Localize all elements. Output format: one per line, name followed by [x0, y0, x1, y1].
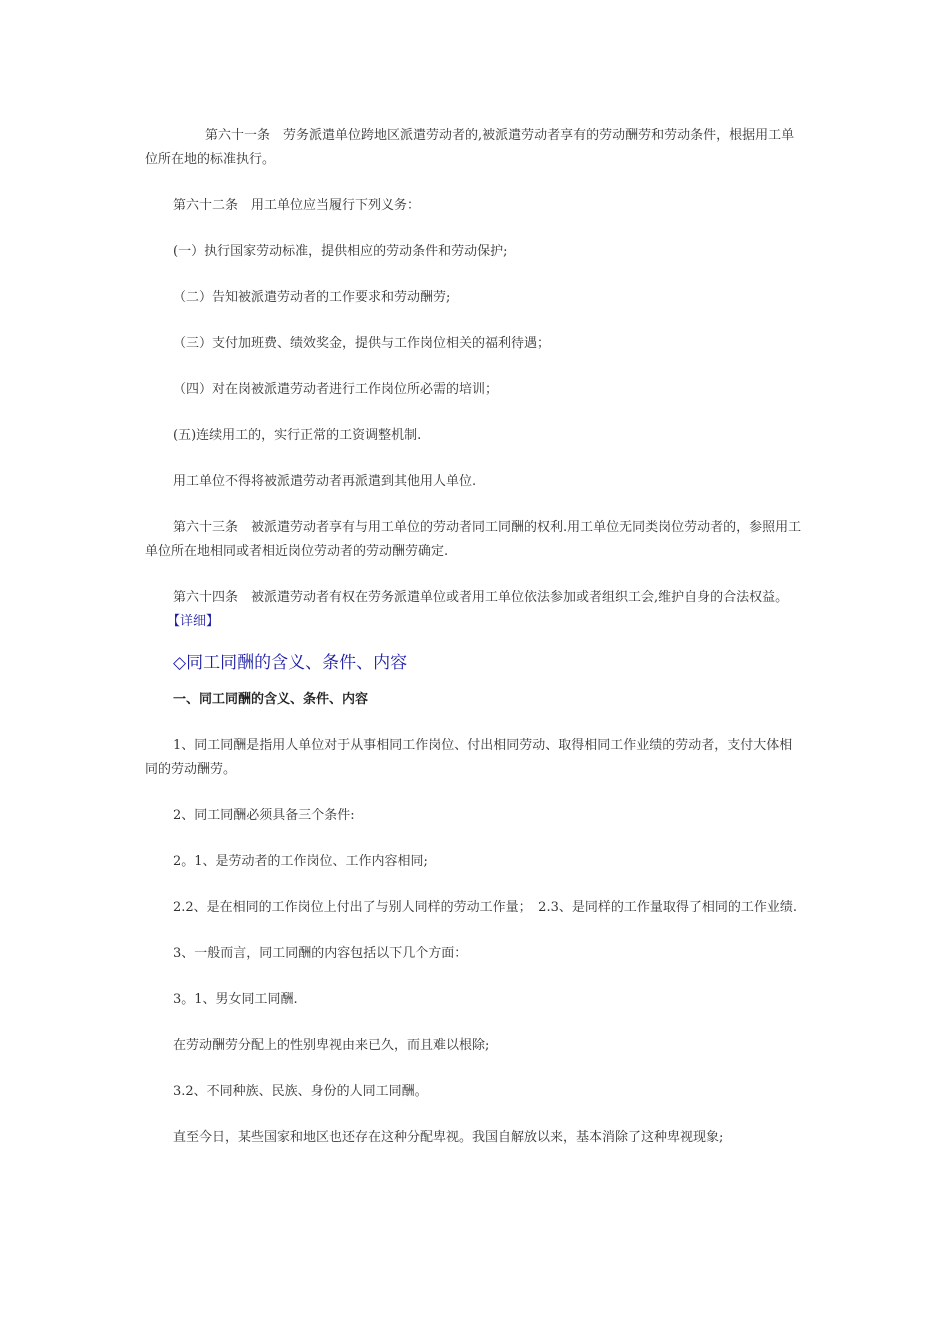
- no-redispatch-clause: 用工单位不得将被派遣劳动者再派遣到其他用人单位.: [173, 474, 477, 489]
- duty-item-2: （二）告知被派遣劳动者的工作要求和劳动酬劳;: [173, 290, 451, 305]
- condition-2-1: 2。1、是劳动者的工作岗位、工作内容相同;: [173, 854, 428, 869]
- detail-link[interactable]: 【详细】: [167, 614, 220, 629]
- article-62: 第六十二条 用工单位应当履行下列义务：: [173, 198, 421, 213]
- duty-item-4: （四）对在岗被派遣劳动者进行工作岗位所必需的培训；: [173, 382, 499, 397]
- sub-heading: 一、同工同酬的含义、条件、内容: [173, 692, 369, 707]
- article-64-text: 第六十四条 被派遣劳动者有权在劳务派遣单位或者用工单位依法参加或者组织工会,维护自身的合法权益。: [173, 590, 789, 605]
- content-3-2: 3.2、不同种族、民族、身份的人同工同酬。: [173, 1084, 428, 1099]
- definition-paragraph: 1、同工同酬是指用人单位对于从事相同工作岗位、付出相同劳动、取得相同工作业绩的劳动者，支付大体相同的劳动酬劳。: [145, 738, 793, 777]
- content-intro: 3、一般而言，同工同酬的内容包括以下几个方面：: [173, 946, 468, 961]
- discrimination-history-text: 直至今日，某些国家和地区也还存在这种分配卑视。我国自解放以来，基本消除了这种卑视现象;: [173, 1130, 724, 1145]
- conditions-intro: 2、同工同酬必须具备三个条件:: [173, 808, 355, 823]
- article-63: 第六十三条 被派遣劳动者享有与用工单位的劳动者同工同酬的权利.用工单位无同类岗位劳动者的，参照用工单位所在地相同或者相近岗位劳动者的劳动酬劳确定.: [145, 520, 802, 559]
- duty-item-3: （三）支付加班费、绩效奖金，提供与工作岗位相关的福利待遇；: [173, 336, 551, 351]
- duty-item-1: (一）执行国家劳动标准，提供相应的劳动条件和劳动保护;: [173, 244, 508, 259]
- section-heading: ◇同工同酬的含义、条件、内容: [173, 653, 408, 673]
- article-64: [145, 586, 805, 634]
- document-page: [145, 124, 805, 1150]
- gender-discrimination-text: 在劳动酬劳分配上的性别卑视由来已久，而且难以根除;: [173, 1038, 490, 1053]
- duty-item-5: (五)连续用工的，实行正常的工资调整机制.: [173, 428, 422, 443]
- content-3-1: 3。1、男女同工同酬.: [173, 992, 298, 1007]
- article-61: 第六十一条 劳务派遣单位跨地区派遣劳动者的,被派遣劳动者享有的劳动酬劳和劳动条件，根据用工单位所在地的标准执行。: [145, 128, 795, 167]
- condition-2-2-2-3: 2.2、是在相同的工作岗位上付出了与别人同样的劳动工作量； 2.3、是同样的工作量取得了相同的工作业绩.: [173, 900, 797, 915]
